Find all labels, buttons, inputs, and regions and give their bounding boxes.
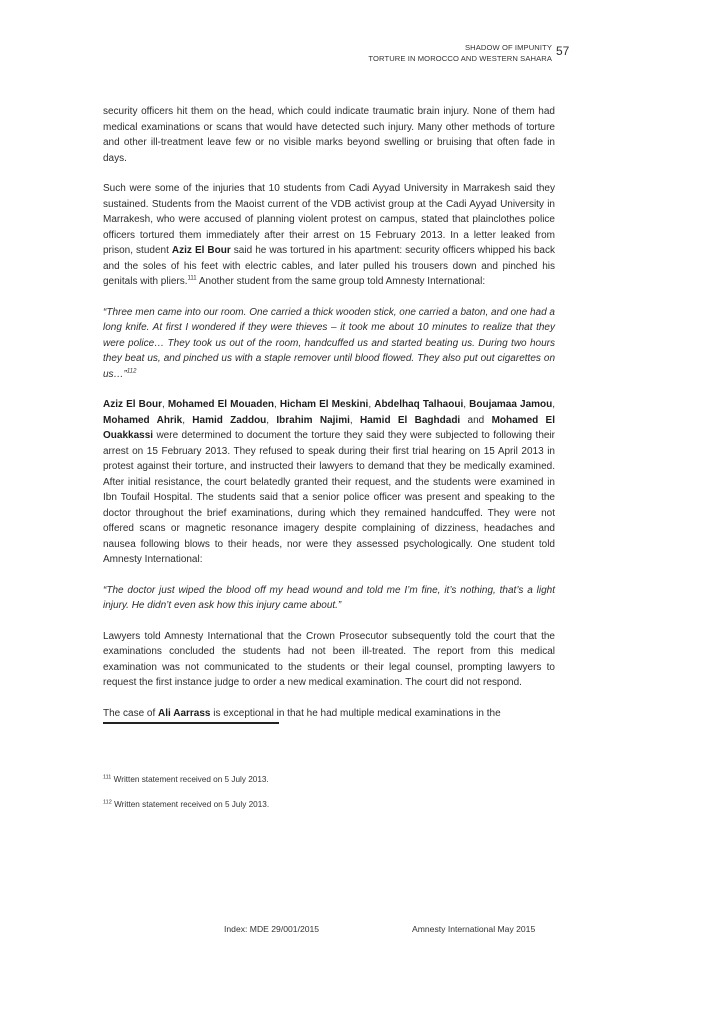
person-name: Hamid Zaddou: [192, 414, 267, 426]
person-name: Ibrahim Najimi: [276, 414, 350, 426]
person-name: Hicham El Meskini: [279, 399, 369, 410]
body-text: [103, 104, 555, 736]
quote-2: “The doctor just wiped the blood off my head wound and told me I’m fine, it’s nothing, that’s a light injury. He didn’t even ask how this injury came about.”: [103, 584, 555, 611]
person-name: Aziz El Bour: [171, 245, 231, 256]
paragraph-7: The case of Ali Aarrass is exceptional in that he had multiple medical examinations in the: [103, 707, 501, 719]
person-name: Mohamed El Ouakkassi: [103, 414, 556, 441]
paragraph-1: security officers hit them on the head, which could indicate traumatic brain injury. None of them had medical examinations or scans that would have detected such injury. Many other methods of torture and other ill-treatment leave few or no visible marks beyond swelling or bruising that often fade in days.: [103, 106, 555, 164]
paragraph-4: Aziz El Bour, Mohamed El Mouaden, Hicham El Meskini, Abdelhaq Talhaoui, Boujamaa Jamou, Mohamed Ahrik, Hamid Zaddou, Ibrahim Najimi, Hamid El Baghdadi and Mohamed El Ouakkassi were determined to document the torture they said they were subjected to following their arrest on 15 February 2013. They refused to speak during their first trial hearing on 15 April 2013 in protest against their torture, and instructed their lawyers to demand that they be medically examined. After initial resistance, the court belatedly granted their request, and the students were examined in Ibn Toufail Hospital. The students said that a senior police officer was present and speaking to the doctor throughout the brief examinations, during which they remained handcuffed. They were not offered scans or magnetic resonance imagery despite complaining of dizziness, headaches and nausea following blows to their heads, nor were they assessed psychologically. One student told Amnesty International:: [103, 399, 556, 565]
footnote-ref[interactable]: 111: [187, 275, 197, 282]
person-name: Mohamed Ahrik: [103, 414, 183, 426]
footnote-divider: [103, 722, 279, 724]
person-name: Boujamaa Jamou: [469, 399, 553, 410]
page-number: 57: [556, 44, 570, 58]
header-report-subtitle: TORTURE IN MOROCCO AND WESTERN SAHARA: [368, 54, 552, 63]
person-name: Abdelhaq Talhaoui: [374, 399, 464, 410]
footnote-112: $^{112}$ Written statement received on 5 July 2013.: [103, 799, 270, 809]
footnote-ref[interactable]: 112: [126, 368, 137, 375]
paragraph-6: Lawyers told Amnesty International that the Crown Prosecutor subsequently told the court that the examinations concluded the students had not been ill-treated. The report from this medical examination was not communicated to the students or their legal counsel, prompting lawyers to request the first instance judge to order a new medical examination. The court did not respond.: [103, 630, 555, 688]
person-name: Mohamed El Mouaden: [167, 399, 275, 410]
person-name: Aziz El Bour: [103, 399, 162, 410]
header-report-title: SHADOW OF IMPUNITY: [464, 43, 552, 52]
person-name: Hamid El Baghdadi: [359, 414, 461, 426]
paragraph-2: Such were some of the injuries that 10 students from Cadi Ayyad University in Marrakesh said they sustained. Students from the Maoist current of the VDB activist group at the Cadi Ayyad University in Marrakesh, who were accused of planning violent protest on campus, stated that plainclothes police officers tortured them immediately after their arrest on 15 February 2013. In a letter leaked from prison, student Aziz El Bour said he was tortured in his apartment: security officers whipped his back and the soles of his feet with electric cables, and later pulled his trousers down and pinched his genitals with pliers.$^{111}$ Another student from the same group told Amnesty International:: [103, 183, 555, 287]
quote-1: “Three men came into our room. One carried a thick wooden stick, one carried a baton, and one had a long knife. At first I wondered if they were thieves – it took me about 10 minutes to realize that they were police… They took us out of the room, handcuffed us and started beating us. During two hours they beat us, and pinched us with a staple remover until blood flowed. They also put out cigarettes on us…”$^{112}$: [103, 306, 555, 380]
person-name: Ali Aarrass: [158, 707, 211, 719]
footer-publisher: Amnesty International May 2015: [412, 924, 536, 934]
footnote-111: $^{111}$ Written statement received on 5 July 2013.: [103, 774, 269, 784]
footnotes: [103, 774, 269, 824]
footer-index: Index: MDE 29/001/2015: [224, 924, 320, 934]
running-header: [368, 42, 552, 64]
